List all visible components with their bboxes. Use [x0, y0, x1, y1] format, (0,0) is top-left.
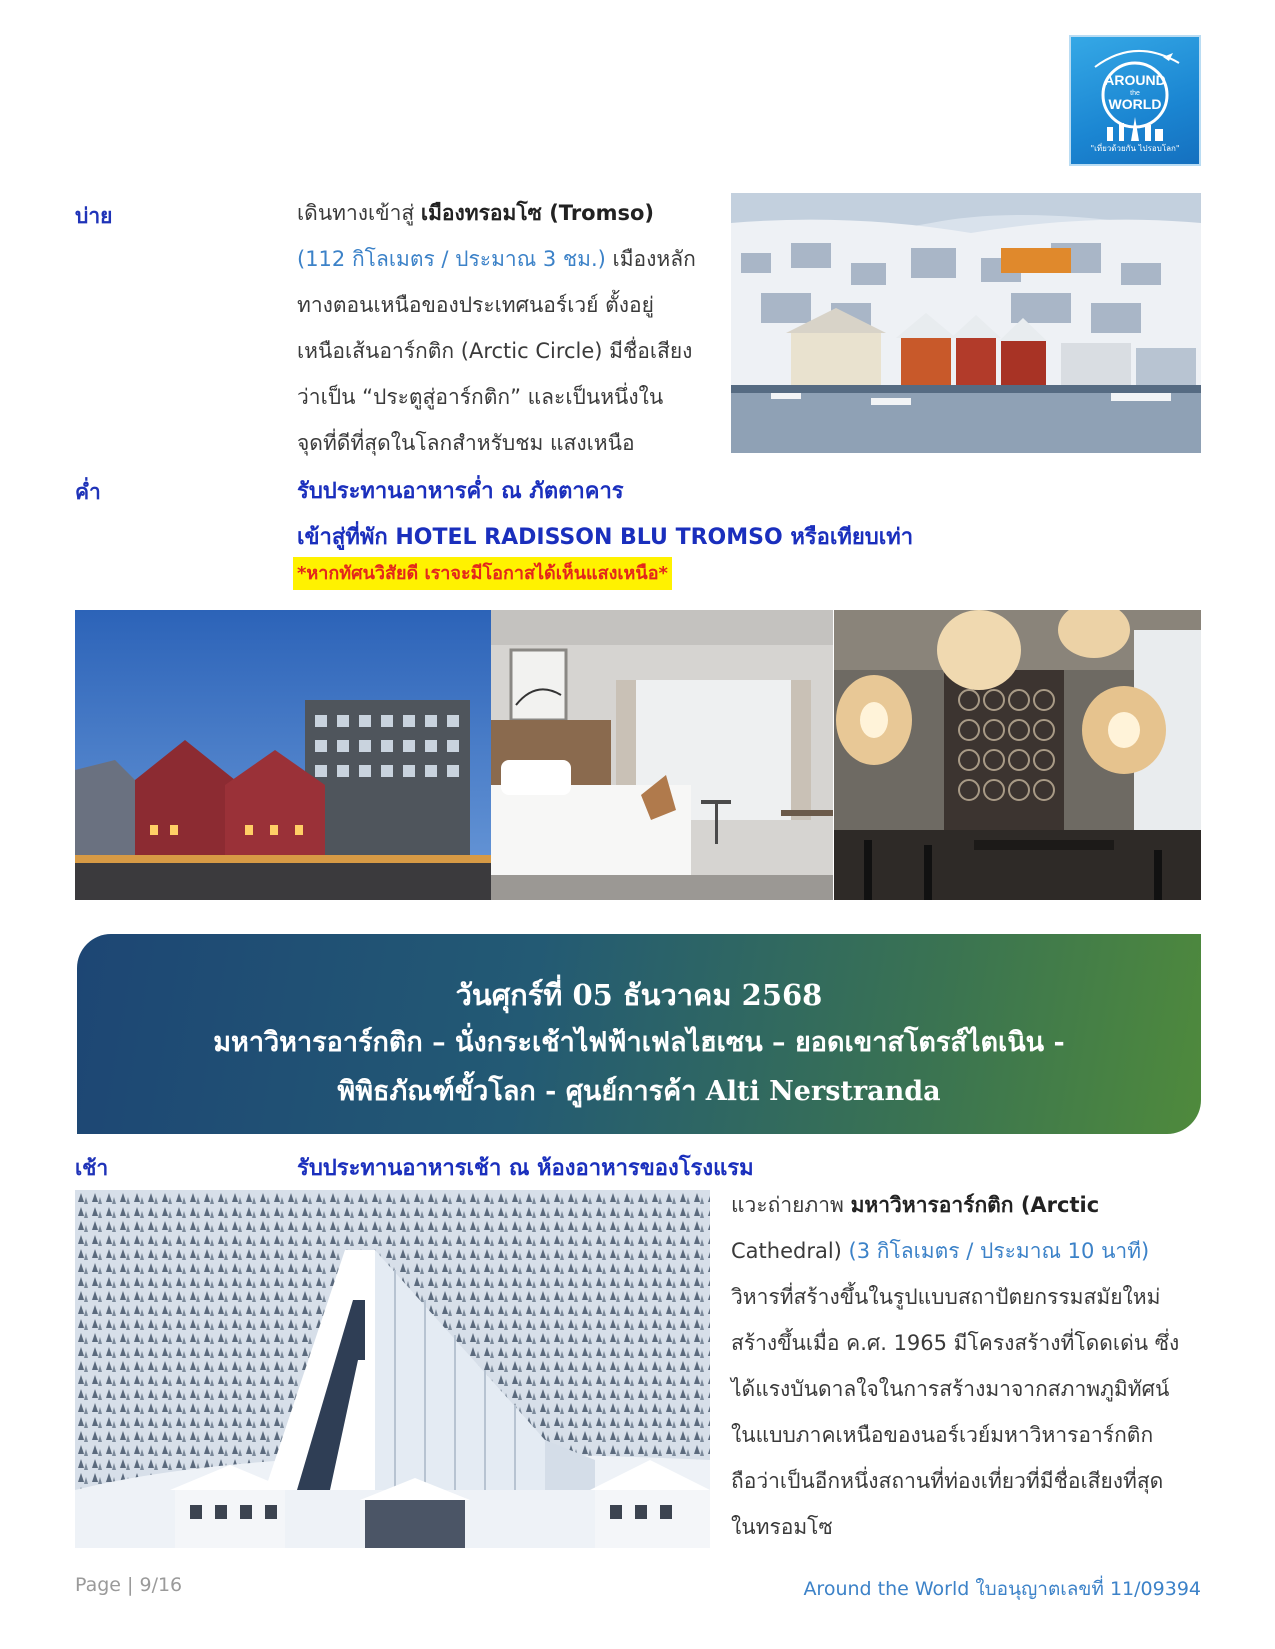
afternoon-line-4: เหนือเส้นอาร์กติก (Arctic Circle) มีชื่อเสียง	[297, 339, 693, 363]
logo-slogan: "เที่ยวด้วยกัน ไปรอบโลก"	[1090, 144, 1180, 153]
aurora-note-highlight: *หากทัศนวิสัยดี เราจะมีโอกาสได้เห็นแสงเหนือ*	[293, 557, 672, 590]
hotel-exterior-photo	[75, 610, 491, 900]
restaurant-photo	[834, 610, 1201, 900]
day-banner	[77, 934, 1201, 1134]
aurora-note	[293, 558, 672, 587]
cathedral-line-7: ถือว่าเป็นอีกหนึ่งสถานที่ท่องเที่ยวที่มีชื่อเสียงที่สุด	[731, 1469, 1164, 1493]
page-number: Page | 9/16	[75, 1574, 183, 1596]
cathedral-line-4: สร้างขึ้นเมื่อ ค.ศ. 1965 มีโครงสร้างที่โดดเด่น ซึ่ง	[731, 1331, 1180, 1355]
day-banner-date: วันศุกร์ที่ 05 ธันวาคม 2568	[455, 978, 823, 1012]
cathedral-line-2: Cathedral) (3 กิโลเมตร / ประมาณ 10 นาที)	[731, 1239, 1150, 1263]
breakfast-text: รับประทานอาหารเช้า ณ ห้องอาหารของโรงแรม	[297, 1156, 754, 1181]
morning-label: เช้า	[75, 1156, 109, 1180]
cathedral-line-1: แวะถ่ายภาพ มหาวิหารอาร์กติก (Arctic	[731, 1193, 1100, 1217]
afternoon-line-2: (112 กิโลเมตร / ประมาณ 3 ชม.) เมืองหลัก	[297, 247, 696, 271]
afternoon-line-3: ทางตอนเหนือของประเทศนอร์เวย์ ตั้งอยู่	[297, 293, 654, 317]
day-banner-itinerary-2: พิพิธภัณฑ์ขั้วโลก - ศูนย์การค้า Alti Nerstranda	[337, 1076, 941, 1107]
license-footer: Around the World ใบอนุญาตเลขที่ 11/09394	[803, 1578, 1201, 1600]
cathedral-line-8: ในทรอมโซ	[731, 1515, 833, 1539]
hotel-text: เข้าสู่ที่พัก HOTEL RADISSON BLU TROMSO หรือเทียบเท่า	[297, 525, 914, 550]
cathedral-line-5: ได้แรงบันดาลใจในการสร้างมาจากสภาพภูมิทัศน์	[731, 1377, 1170, 1401]
arctic-cathedral-photo	[75, 1190, 710, 1548]
dinner-text: รับประทานอาหารค่ำ ณ ภัตตาคาร	[297, 479, 624, 504]
afternoon-line-5: ว่าเป็น “ประตูสู่อาร์กติก” และเป็นหนึ่งใน	[297, 385, 664, 409]
hotel-room-photo	[491, 610, 833, 900]
cathedral-line-3: วิหารที่สร้างขึ้นในรูปแบบสถาปัตยกรรมสมัยใหม่	[731, 1285, 1161, 1309]
afternoon-line-6: จุดที่ดีที่สุดในโลกสำหรับชม แสงเหนือ	[297, 431, 635, 455]
afternoon-label: บ่าย	[75, 204, 113, 228]
tromso-town-photo	[731, 193, 1201, 453]
cathedral-description	[731, 1182, 1201, 1550]
company-logo	[1069, 35, 1201, 166]
day-banner-itinerary-1: มหาวิหารอาร์กติก – นั่งกระเช้าไฟฟ้าเฟลไฮเซน – ยอดเขาสโตรส์ไตเนิน -	[213, 1027, 1065, 1058]
svg-text:AROUND: AROUND	[1104, 72, 1166, 88]
afternoon-line-1: เดินทางเข้าสู่ เมืองทรอมโซ (Tromso)	[297, 201, 655, 225]
svg-text:WORLD: WORLD	[1108, 96, 1162, 112]
cathedral-line-6: ในแบบภาคเหนือของนอร์เวย์มหาวิหารอาร์กติก	[731, 1423, 1154, 1447]
svg-text:the: the	[1130, 90, 1140, 97]
evening-label: ค่ำ	[75, 480, 101, 504]
afternoon-description	[297, 190, 717, 466]
